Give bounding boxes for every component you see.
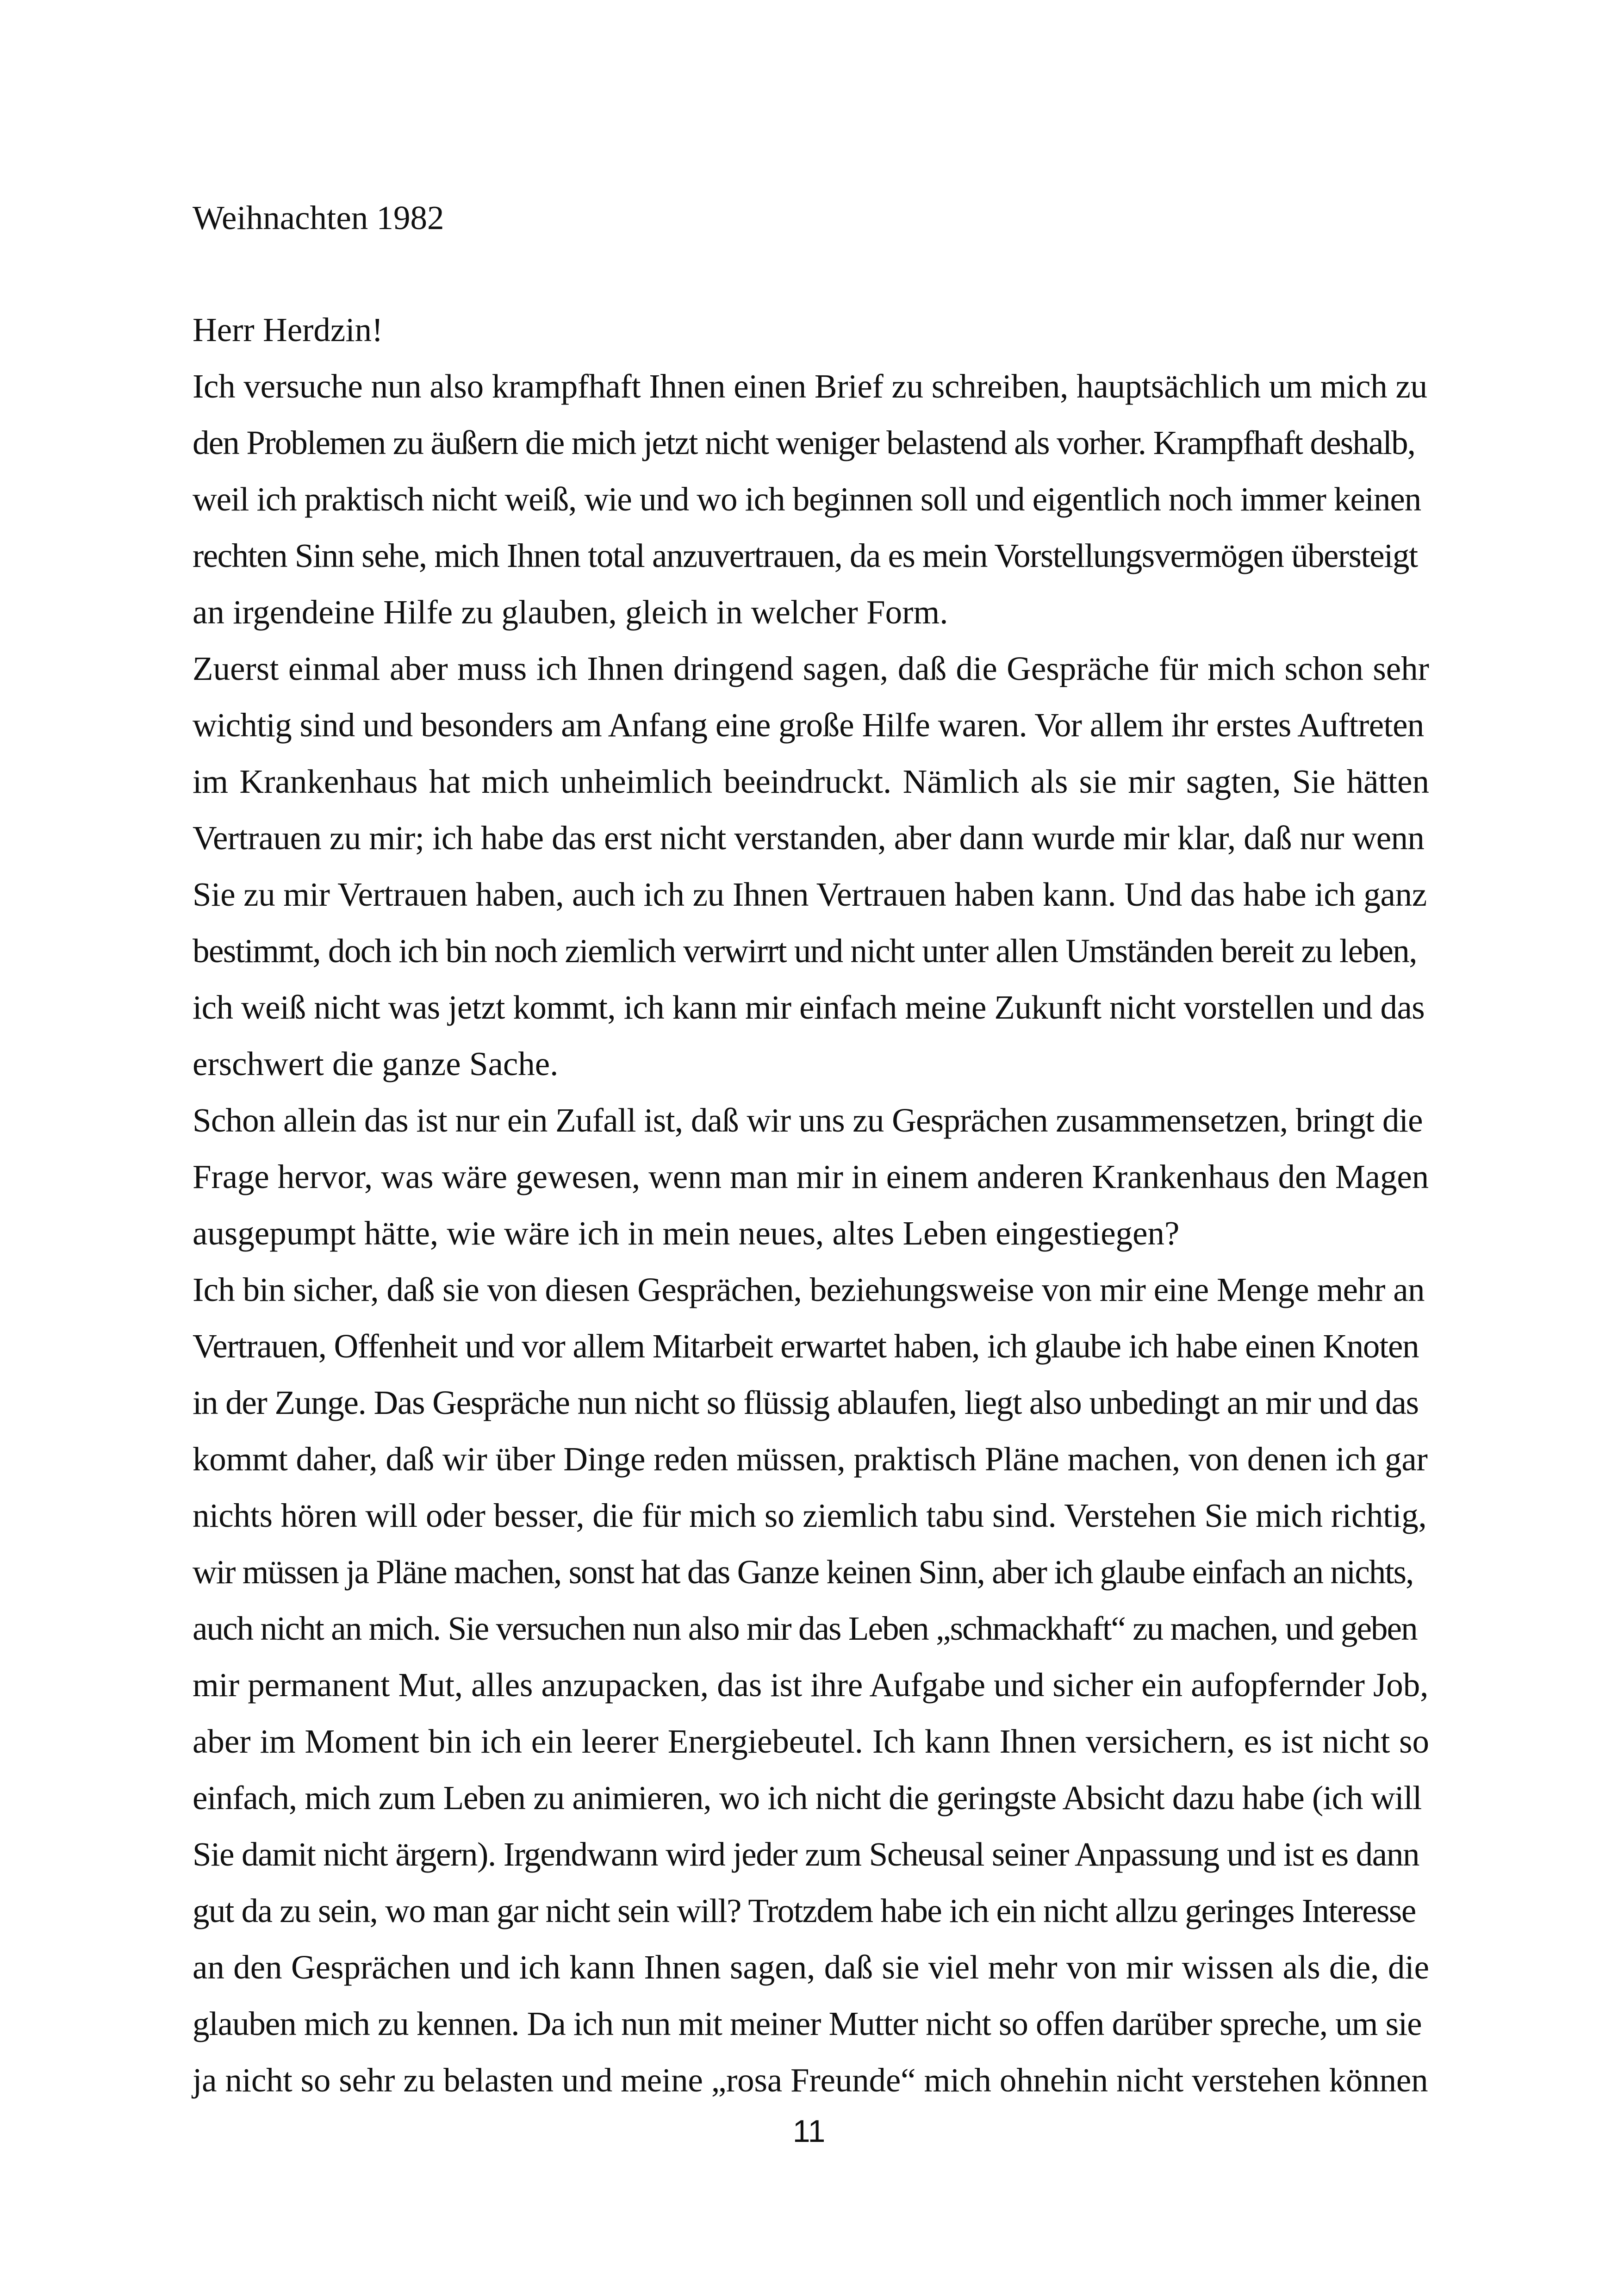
text-line: in der Zunge. Das Gespräche nun nicht so flüssig ablaufen, liegt also unbedingt an mir und das [193,1384,1419,1421]
text-line: Vertrauen zu mir; ich habe das erst nicht verstanden, aber dann wurde mir klar, daß nur wenn [193,819,1425,857]
text-line: Sie zu mir Vertrauen haben, auch ich zu Ihnen Vertrauen haben kann. Und das habe ich ganz [193,876,1427,913]
text-line: ja nicht so sehr zu belasten und meine „rosa Freunde“ mich ohnehin nicht verstehen können [193,2061,1428,2099]
text-line: kommt daher, daß wir über Dinge reden müssen, praktisch Pläne machen, von denen ich gar [193,1440,1428,1478]
text-line: den Problemen zu äußern die mich jetzt nicht weniger belastend als vorher. Krampfhaft deshalb, [193,424,1415,461]
text-line: Sie damit nicht ärgern). Irgendwann wird jeder zum Scheusal seiner Anpassung und ist es dann [193,1836,1419,1873]
text-line: Ich versuche nun also krampfhaft Ihnen einen Brief zu schreiben, hauptsächlich um mich zu [193,367,1427,405]
letter-salutation: Herr Herdzin! [193,311,383,348]
text-line: mir permanent Mut, alles anzupacken, das ist ihre Aufgabe und sicher ein aufopfernder Job, [193,1666,1429,1704]
text-line: an den Gesprächen und ich kann Ihnen sagen, daß sie viel mehr von mir wissen als die, die [193,1948,1429,1986]
text-line: bestimmt, doch ich bin noch ziemlich verwirrt und nicht unter allen Umständen bereit zu leben, [193,932,1417,970]
text-line: einfach, mich zum Leben zu animieren, wo ich nicht die geringste Absicht dazu habe (ich will [193,1779,1422,1817]
text-line: aber im Moment bin ich ein leerer Energiebeutel. Ich kann Ihnen versichern, es ist nicht so [193,1723,1429,1760]
text-line: ich weiß nicht was jetzt kommt, ich kann mir einfach meine Zukunft nicht vorstellen und das [193,989,1425,1026]
text-line: Zuerst einmal aber muss ich Ihnen dringend sagen, daß die Gespräche für mich schon sehr [193,650,1429,687]
text-line: wichtig sind und besonders am Anfang eine große Hilfe waren. Vor allem ihr erstes Auftreten [193,706,1424,744]
text-line: auch nicht an mich. Sie versuchen nun also mir das Leben „schmackhaft“ zu machen, und geben [193,1610,1417,1647]
text-line: wir müssen ja Pläne machen, sonst hat das Ganze keinen Sinn, aber ich glaube einfach an nichts, [193,1553,1413,1591]
letter-body [193,358,1429,2109]
text-line: an irgendeine Hilfe zu glauben, gleich in welcher Form. [193,593,948,631]
text-line: im Krankenhaus hat mich unheimlich beeindruckt. Nämlich als sie mir sagten, Sie hätten [193,763,1429,800]
text-line: Schon allein das ist nur ein Zufall ist, daß wir uns zu Gesprächen zusammensetzen, bringt die [193,1101,1423,1139]
text-line: ausgepumpt hätte, wie wäre ich in mein neues, altes Leben eingestiegen? [193,1214,1180,1252]
text-line: nichts hören will oder besser, die für mich so ziemlich tabu sind. Verstehen Sie mich richtig, [193,1497,1427,1534]
text-line: Vertrauen, Offenheit und vor allem Mitarbeit erwartet haben, ich glaube ich habe einen Knoten [193,1327,1419,1365]
text-line: glauben mich zu kennen. Da ich nun mit meiner Mutter nicht so offen darüber spreche, um sie [193,2005,1422,2042]
letter-date: Weihnachten 1982 [193,199,444,236]
text-line: weil ich praktisch nicht weiß, wie und wo ich beginnen soll und eigentlich noch immer keinen [193,480,1421,518]
text-line: Frage hervor, was wäre gewesen, wenn man mir in einem anderen Krankenhaus den Magen [193,1158,1429,1195]
page-number: 11 [792,2114,826,2149]
text-line: erschwert die ganze Sache. [193,1045,559,1083]
text-line: gut da zu sein, wo man gar nicht sein will? Trotzdem habe ich ein nicht allzu geringes Interesse [193,1892,1416,1929]
text-line: Ich bin sicher, daß sie von diesen Gesprächen, beziehungsweise von mir eine Menge mehr an [193,1271,1425,1308]
text-line: rechten Sinn sehe, mich Ihnen total anzuvertrauen, da es mein Vorstellungsvermögen übersteigt [193,537,1418,574]
